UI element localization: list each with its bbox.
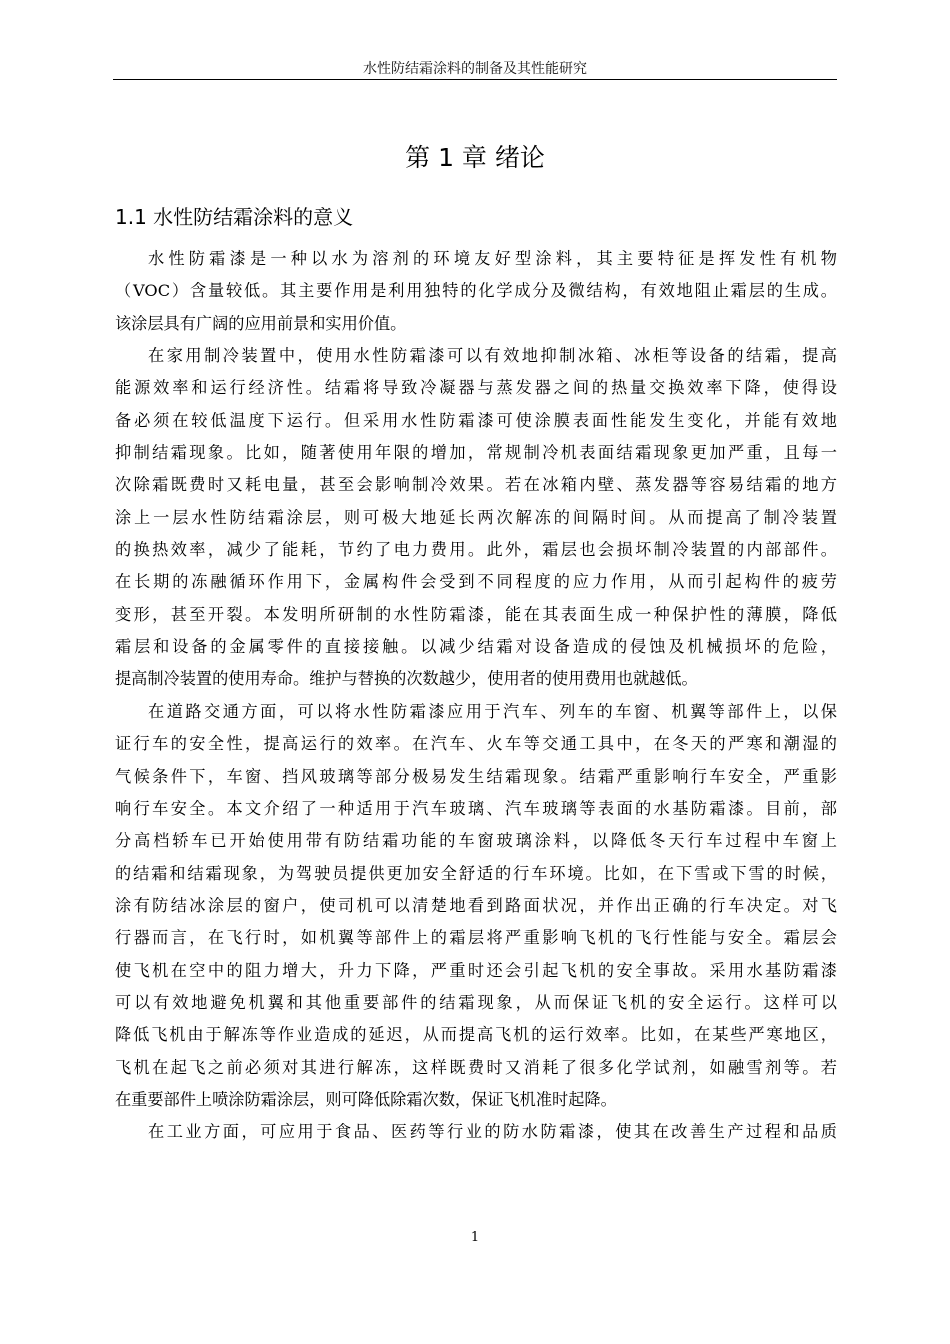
paragraph [115, 340, 837, 696]
text-line: 的换热效率，减少了能耗，节约了电力费用。此外，霜层也会损坏制冷装置的内部部件。 [115, 540, 837, 560]
text-line: 响行车安全。本文介绍了一种适用于汽车玻璃、汽车玻璃等表面的水基防霜漆。目前，部 [115, 798, 837, 818]
text-line: 的结霜和结霜现象，为驾驶员提供更加安全舒适的行车环境。比如，在下雪或下雪的时候， [115, 863, 837, 883]
text-line: 涂有防结冰涂层的窗户，使司机可以清楚地看到路面状况，并作出正确的行车决定。对飞 [115, 895, 837, 915]
section-title: 1.1 水性防结霜涂料的意义 [115, 205, 354, 229]
text-line: 该涂层具有广阔的应用前景和实用价值。 [115, 313, 407, 333]
header-divider [113, 79, 837, 80]
page-number: 1 [470, 1230, 480, 1245]
paragraph [115, 1116, 837, 1148]
text-line: 行器而言，在飞行时，如机翼等部件上的霜层将严重影响飞机的飞行性能与安全。霜层会 [115, 928, 837, 948]
text-line: 在家用制冷装置中，使用水性防霜漆可以有效地抑制冰箱、冰柜等设备的结霜，提高 [148, 346, 837, 366]
text-line: 水性防霜漆是一种以水为溶剂的环境友好型涂料，其主要特征是挥发性有机物 [148, 249, 837, 268]
text-line: （VOC）含量较低。其主要作用是利用独特的化学成分及微结构，有效地阻止霜层的生成。 [115, 281, 837, 301]
text-line: 分高档轿车已开始使用带有防结霜功能的车窗玻璃涂料，以降低冬天行车过程中车窗上 [115, 831, 837, 851]
text-line: 抑制结霜现象。比如，随著使用年限的增加，常规制冷机表面结霜现象更加严重，且每一 [115, 443, 837, 463]
text-line: 证行车的安全性，提高运行的效率。在汽车、火车等交通工具中，在冬天的严寒和潮湿的 [115, 734, 837, 754]
text-line: 在长期的冻融循环作用下，金属构件会受到不同程度的应力作用，从而引起构件的疲劳 [115, 572, 837, 592]
text-line: 备必须在较低温度下运行。但采用水性防霜漆可使涂膜表面性能发生变化，并能有效地 [115, 410, 837, 430]
body-text [115, 243, 837, 1149]
text-line: 次除霜既费时又耗电量，甚至会影响制冷效果。若在冰箱内壁、蒸发器等容易结霜的地方 [115, 475, 837, 495]
text-line: 降低飞机由于解冻等作业造成的延迟，从而提高飞机的运行效率。比如，在某些严寒地区， [115, 1025, 837, 1045]
paragraph [115, 696, 837, 1116]
text-line: 飞机在起飞之前必须对其进行解冻，这样既费时又消耗了很多化学试剂，如融雪剂等。若 [115, 1057, 837, 1077]
text-line: 在重要部件上喷涂防霜涂层，则可降低除霜次数，保证飞机准时起降。 [115, 1089, 617, 1109]
text-line: 提高制冷装置的使用寿命。维护与替换的次数越少，使用者的使用费用也就越低。 [115, 669, 698, 689]
text-line: 能源效率和运行经济性。结霜将导致冷凝器与蒸发器之间的热量交换效率下降，使得设 [115, 378, 837, 398]
text-line: 使飞机在空中的阻力增大，升力下降，严重时还会引起飞机的安全事故。采用水基防霜漆 [115, 960, 837, 980]
paragraph [115, 243, 837, 340]
text-line: 在工业方面，可应用于食品、医药等行业的防水防霜漆，使其在改善生产过程和品质 [148, 1122, 837, 1142]
running-header: 水性防结霜涂料的制备及其性能研究 [363, 61, 587, 77]
text-line: 变形，甚至开裂。本发明所研制的水性防霜漆，能在其表面生成一种保护性的薄膜，降低 [115, 604, 837, 624]
text-line: 可以有效地避免机翼和其他重要部件的结霜现象，从而保证飞机的安全运行。这样可以 [115, 992, 837, 1012]
text-line: 气候条件下，车窗、挡风玻璃等部分极易发生结霜现象。结霜严重影响行车安全，严重影 [115, 766, 837, 786]
text-line: 涂上一层水性防结霜涂层，则可极大地延长两次解冻的间隔时间。从而提高了制冷装置 [115, 507, 837, 527]
chapter-title: 第 1 章 绪论 [405, 143, 545, 172]
text-line: 在道路交通方面，可以将水性防霜漆应用于汽车、列车的车窗、机翼等部件上，以保 [148, 701, 837, 721]
text-line: 霜层和设备的金属零件的直接接触。以减少结霜对设备造成的侵蚀及机械损坏的危险， [115, 637, 837, 657]
